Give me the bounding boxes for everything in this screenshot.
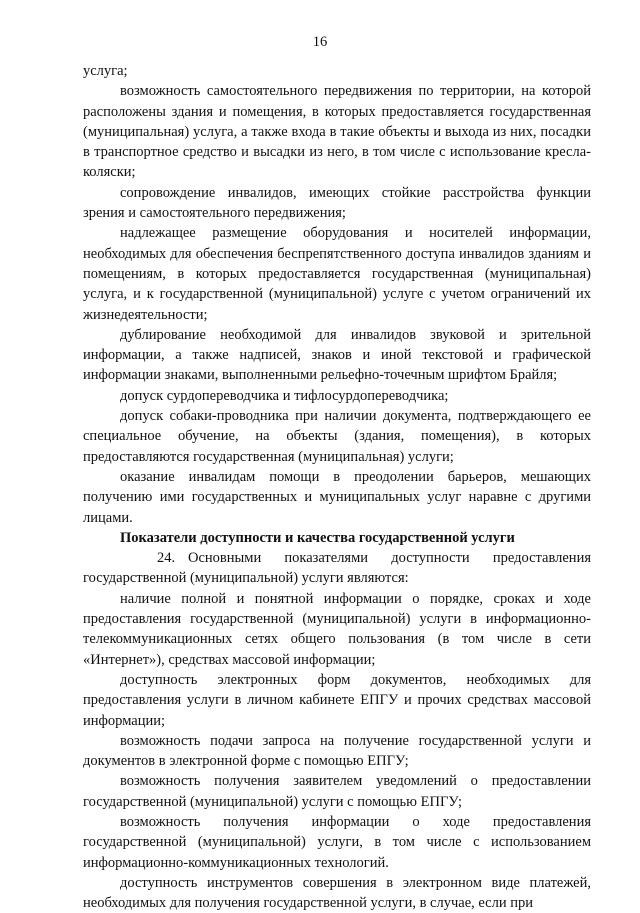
document-body [83, 61, 591, 913]
paragraph: возможность подачи запроса на получение государственной услуги и документов в электронной форме с помощью ЕПГУ; [83, 732, 591, 770]
paragraph: возможность получения информации о ходе предоставления государственной (муниципальной) услуги, в том числе с использованием информационно-коммуникационных технологий. [83, 813, 591, 871]
paragraph: оказание инвалидам помощи в преодолении барьеров, мешающих получению ими государственных и муниципальных услуг наравне с другими лицами. [83, 468, 591, 526]
paragraph: услуга; [83, 63, 128, 79]
paragraph: сопровождение инвалидов, имеющих стойкие расстройства функции зрения и самостоятельного передвижения; [83, 184, 591, 222]
page-number: 16 [312, 34, 328, 50]
paragraph: наличие полной и понятной информации о порядке, сроках и ходе предоставления государственной (муниципальной) услуги в информационно-телекоммуникационных сетях общего пользования (в том числе в сети «Интернет»), средствах массовой информации; [83, 590, 591, 668]
paragraph: надлежащее размещение оборудования и носителей информации, необходимых для обеспечения беспрепятственного доступа инвалидов зданиям и помещениям, в которых предоставляется государственная (муниципальная) услуга, и к государственной (муниципальной) услуге с учетом ограничений их жизнедеятельности; [83, 225, 591, 323]
paragraph-text: Основными показателями доступности предоставления государственной (муниципальной) услуги являются: [83, 550, 591, 587]
numbered-paragraph [83, 548, 591, 589]
paragraph: дублирование необходимой для инвалидов звуковой и зрительной информации, а также надписей, знаков и иной текстовой и графической информации знаками, выполненными рельефно-точечным шрифтом Брайля; [83, 326, 591, 384]
item-number: 24. [157, 550, 176, 567]
paragraph: возможность самостоятельного передвижения по территории, на которой расположены здания и помещения, в которых предоставляется государственная (муниципальная) услуга, а также входа в такие объекты и выхода из них, посадки в транспортное средство и высадки из него, в том числе с использование кресла-коляски; [83, 83, 591, 181]
paragraph: доступность инструментов совершения в электронном виде платежей, необходимых для получения государственной услуги, в случае, если при [83, 874, 591, 912]
paragraph: допуск собаки-проводника при наличии документа, подтверждающего ее специальное обучение, на объекты (здания, помещения), в которых предоставляются государственная (муниципальная) услуги; [83, 408, 591, 465]
section-heading: Показатели доступности и качества государственной услуги [120, 529, 515, 546]
paragraph: доступность электронных форм документов, необходимых для предоставления услуги в личном кабинете ЕПГУ и прочих средствах массовой информации; [83, 671, 591, 729]
paragraph: допуск сурдопереводчика и тифлосурдопереводчика; [120, 387, 449, 404]
paragraph: возможность получения заявителем уведомлений о предоставлении государственной (муниципальной) услуги с помощью ЕПГУ; [83, 773, 591, 810]
